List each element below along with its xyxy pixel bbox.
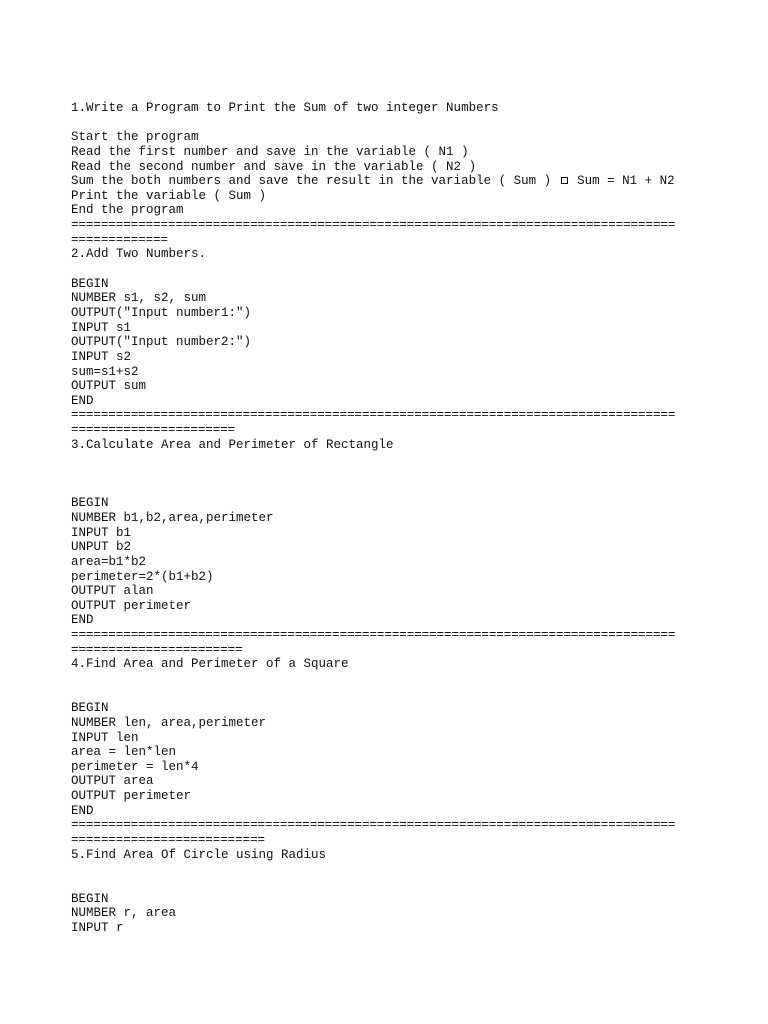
blank-line bbox=[71, 482, 711, 497]
section-1-heading: 1.Write a Program to Print the Sum of two integer Numbers bbox=[71, 101, 499, 115]
section-1-line: Start the program bbox=[71, 130, 199, 145]
blank-line bbox=[71, 877, 711, 892]
section-2-line: END bbox=[71, 393, 94, 408]
separator-line: ======================= bbox=[71, 642, 243, 657]
document-page bbox=[71, 101, 711, 936]
section-4-heading: 4.Find Area and Perimeter of a Square bbox=[71, 657, 349, 672]
separator-line: ====================== bbox=[71, 423, 236, 438]
section-2-line: INPUT s1 bbox=[71, 320, 132, 335]
box-bullet-icon bbox=[561, 177, 568, 184]
separator-line: ================================================================================= bbox=[71, 408, 676, 423]
section-3-heading: 3.Calculate Area and Perimeter of Rectangle bbox=[71, 437, 394, 452]
section-4-line: BEGIN bbox=[71, 701, 109, 716]
section-2-line: NUMBER s1, s2, sum bbox=[71, 291, 207, 306]
section-3-line: perimeter=2*(b1+b2) bbox=[71, 569, 214, 584]
blank-line bbox=[71, 116, 711, 131]
section-4-line: INPUT len bbox=[71, 730, 139, 745]
separator-line: ============= bbox=[71, 232, 168, 247]
section-4-line: NUMBER len, area,perimeter bbox=[71, 715, 267, 730]
section-3-line: NUMBER b1,b2,area,perimeter bbox=[71, 510, 274, 525]
section-3-line: OUTPUT perimeter bbox=[71, 598, 192, 613]
section-4-line: OUTPUT perimeter bbox=[71, 789, 192, 804]
section-1-line: Read the second number and save in the variable ( N2 ) bbox=[71, 159, 477, 174]
separator-line: ================================================================================= bbox=[71, 218, 676, 233]
section-4-line: area = len*len bbox=[71, 745, 177, 760]
section-2-line: sum=s1+s2 bbox=[71, 364, 139, 379]
section-1-sum-line bbox=[71, 174, 711, 189]
section-4-line: OUTPUT area bbox=[71, 774, 154, 789]
section-3-line: BEGIN bbox=[71, 496, 109, 511]
section-2-heading: 2.Add Two Numbers. bbox=[71, 247, 207, 262]
separator-line: ================================================================================= bbox=[71, 628, 676, 643]
blank-line bbox=[71, 262, 711, 277]
section-5-line: NUMBER r, area bbox=[71, 906, 177, 921]
blank-line bbox=[71, 687, 711, 702]
separator-line: ========================== bbox=[71, 833, 265, 848]
blank-line bbox=[71, 862, 711, 877]
section-1-sum-text: Sum the both numbers and save the result in the variable ( Sum ) bbox=[71, 174, 552, 189]
section-3-line: INPUT b1 bbox=[71, 525, 132, 540]
section-2-line: BEGIN bbox=[71, 276, 109, 291]
section-1-line: Print the variable ( Sum ) bbox=[71, 188, 267, 203]
section-3-line: area=b1*b2 bbox=[71, 554, 147, 569]
section-4-line: END bbox=[71, 803, 94, 818]
section-3-line: END bbox=[71, 613, 94, 628]
section-2-line: OUTPUT("Input number2:") bbox=[71, 335, 252, 350]
section-1-sum-formula: Sum = N1 + N2 bbox=[577, 174, 675, 189]
section-2-line: OUTPUT("Input number1:") bbox=[71, 305, 252, 320]
section-1-line: End the program bbox=[71, 203, 184, 218]
section-4-line: perimeter = len*4 bbox=[71, 759, 199, 774]
blank-line bbox=[71, 672, 711, 687]
section-3-line: UNPUT b2 bbox=[71, 540, 132, 555]
blank-line bbox=[71, 467, 711, 482]
section-5-line: INPUT r bbox=[71, 920, 124, 935]
section-5-heading: 5.Find Area Of Circle using Radius bbox=[71, 847, 327, 862]
blank-line bbox=[71, 452, 711, 467]
section-2-line: OUTPUT sum bbox=[71, 379, 147, 394]
separator-line: ================================================================================= bbox=[71, 818, 676, 833]
section-2-line: INPUT s2 bbox=[71, 349, 132, 364]
section-1-line: Read the first number and save in the variable ( N1 ) bbox=[71, 144, 469, 159]
section-5-line: BEGIN bbox=[71, 891, 109, 906]
section-3-line: OUTPUT alan bbox=[71, 584, 154, 599]
